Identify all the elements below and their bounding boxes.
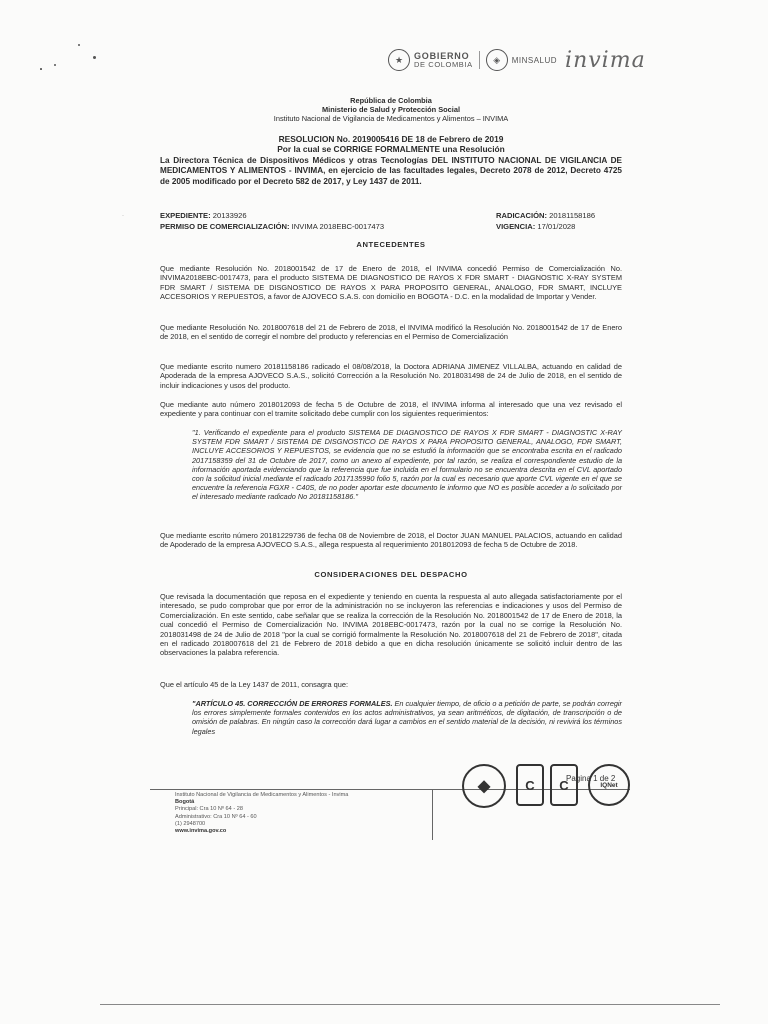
footer-address: [175, 792, 348, 835]
antecedentes-quoted-requirement: "1. Verificando el expediente para el producto SISTEMA DE DIAGNOSTICO DE RAYOS X FDR SMART - DIAGNOSTIC X-RAY SYSTEM FDR SMART / SISTEMA DE DISGNOSTICO DE RAYOS X PARA PROPOSITO GENERAL, ANALOGO, FDR SMART, INCLUYE ACCESORIOS Y REPUESTOS, se evidencia que no se estudió la información que se encontraba escrita en el radicado 2017158359 del 31 de Octubre de 2017, como un anexo al expediente, por tal razón, se realiza el correspondiente estudio de la información aportada evidenciando que la referencia que fue incluida en el formulario no se encuentra descrita en el CVL aportado con la solicitud inicial mediante el radicado 2017135990 folio 5, razón por la cual es necesario que aporte CVL vigente en el que se encuentre la referencia FGXR - C40S, de no poder aportar este documento le informo que NO es posible acceder a lo solicitado por el interesado mediante radicado No 20181158186.": [192, 428, 622, 502]
articulo-45-text: En cualquier tiempo, de oficio o a petición de parte, se podrán corregir los errores simplemente formales contenidos en los actos administrativos, ya sean aritméticos, de digitación, de transcripción o de omisión de palabras. En ningún caso la corrección dará lugar a cambios en el sentido material de la decisión, ni revivirá los términos legales: [192, 699, 622, 736]
articulo-45-heading: "ARTÍCULO 45. CORRECCIÓN DE ERRORES FORMALES.: [192, 699, 393, 708]
certification-seal-1: [516, 764, 544, 806]
header-line-republica: República de Colombia: [350, 96, 432, 105]
footer-phone: (1) 2948700: [175, 820, 206, 827]
page-indicator: Pagina 1 de 2: [566, 774, 616, 783]
permiso-label: PERMISO DE COMERCIALIZACIÓN:: [160, 222, 290, 231]
footer-admin-address: Administrativo: Cra 10 Nº 64 - 60: [175, 813, 257, 820]
scan-bottom-edge: [100, 1004, 720, 1005]
institutional-logos: [388, 44, 688, 76]
vigencia-label: VIGENCIA:: [496, 222, 536, 231]
expediente-label: EXPEDIENTE:: [160, 211, 211, 220]
coat-of-arms-icon: ◈: [486, 49, 508, 71]
antecedentes-paragraph-3: Que mediante escrito numero 20181158186 radicado el 08/08/2018, la Doctora ADRIANA JIMENEZ VILLALBA, actuando en calidad de Apoderada de la empresa AJOVECO S.A.S., solicitó Corrección a la Resolución No. 2018031498 de 24 de Julio de 2018, en el sentido de incluir indicaciones y usos del producto.: [160, 362, 622, 390]
resolution-subject: Por la cual se CORRIGE FORMALMENTE una Resolución: [277, 144, 505, 154]
permiso-value: INVIMA 2018EBC-0017473: [291, 222, 385, 231]
logo-divider: [479, 51, 480, 69]
footer-website: www.invima.gov.co: [175, 828, 227, 835]
invima-logo: invima: [565, 47, 646, 73]
section-consideraciones-title: CONSIDERACIONES DEL DESPACHO: [314, 570, 468, 579]
consideraciones-paragraph-1: Que revisada la documentación que reposa en el expediente y teniendo en cuenta la respuesta al auto allegada satisfactoriamente por el interesado, se pudo comprobar que por error de la administración no se incluyeron las referencias e indicaciones y usos del Permiso de Comercialización. En este sentido, cabe señalar que se realiza la corrección de la Resolución No. 2018001542 de 17 de Enero de 2018, la cual concedió el Permiso de Comercialización No. INVIMA 2018EBC-0017473, razón por la cual no se corrige la Resolución No. 2018031498 de 24 de Julio de 2018 "por la cual se corrigió formalmente la Resolución No. 2018007618 del 21 de Febrero de 2018", citada en el radicado 2018007618 del 21 de Febrero de 2018 debido a que en dicha resolución únicamente se solicitó incluir dentro de las observaciones la palabra referencia.: [160, 592, 622, 658]
consideraciones-paragraph-2: Que el artículo 45 de la Ley 1437 de 2011, consagra que:: [160, 680, 349, 689]
scan-speck: [78, 44, 80, 46]
vigencia-value: 17/01/2028: [537, 222, 576, 231]
scan-speck: [54, 64, 56, 66]
header-line-ministerio: Ministerio de Salud y Protección Social: [322, 105, 460, 115]
iqnet-logo: IQNet: [588, 764, 630, 806]
colombia-seal-icon: ★: [388, 49, 410, 71]
antecedentes-paragraph-5: Que mediante escrito número 20181229736 de fecha 08 de Noviembre de 2018, el Doctor JUAN MANUEL PALACIOS, actuando en calidad de Apoderado de la empresa AJOVECO S.A.S., allega respuesta al requerimiento 2018012093 de fecha 5 de Octubre de 2018.: [160, 531, 622, 550]
resolution-intro: La Directora Técnica de Dispositivos Médicos y otras Tecnologías DEL INSTITUTO NACIONAL DE VIGILANCIA DE MEDICAMENTOS Y ALIMENTOS - INVIMA, en ejercicio de las facultades legales, Decreto 2078 de 2012, Decreto 4725 de 2005 modificado por el Decreto 582 de 2017, y Ley 1437 de 2011.: [160, 156, 622, 186]
minsalud-logo: MINSALUD: [511, 55, 558, 65]
antecedentes-paragraph-2: Que mediante Resolución No. 2018007618 del 21 de Febrero de 2018, el INVIMA modificó la Resolución No. 2018001542 de 17 de Enero de 2018, en el sentido de corregir el nombre del producto y referencias en el Permiso de Comercialización: [160, 323, 622, 342]
resolution-number: RESOLUCION No. 2019005416 DE 18 de Febrero de 2019: [278, 134, 504, 144]
radicacion-value: 20181158186: [549, 211, 596, 220]
certification-c-icon: C: [550, 764, 578, 806]
footer-principal-address: Principal: Cra 10 Nº 64 - 28: [175, 806, 243, 813]
antecedentes-paragraph-1: Que mediante Resolución No. 2018001542 de 17 de Enero de 2018, el INVIMA concedió Permiso de Comercialización No. INVIMA2018EBC-0017473, para el producto SISTEMA DE DIAGNOSTICO DE RAYOS X FDR SMART - DIAGNOSTIC X-RAY SYSTEM FDR SMART / SISTEMA DE DISGNOSTICO DE RAYOS X PARA PROPOSITO GENERAL, ANALOGO, FDR SMART, INCLUYE ACCESORIOS Y REPUESTOS, a favor de AJOVECO S.A.S. con domicilio en BOGOTA - D.C. en la modalidad de Importar y Vender.: [160, 264, 622, 302]
footer-divider: [432, 790, 433, 840]
document-header: [160, 96, 622, 124]
colombia-map-seal: [462, 764, 506, 808]
colombia-map-icon: ◆: [462, 764, 506, 808]
scan-speck: [40, 68, 42, 70]
certification-seal-2: [550, 764, 578, 806]
footer-institution: Instituto Nacional de Vigilancia de Medicamentos y Alimentos - Invima: [175, 792, 349, 798]
section-antecedentes-title: ANTECEDENTES: [356, 240, 426, 249]
header-line-instituto: Instituto Nacional de Vigilancia de Medicamentos y Alimentos – INVIMA: [273, 114, 509, 124]
iqnet-seal: [588, 764, 630, 806]
gobierno-logo: GOBIERNO DE COLOMBIA: [414, 50, 473, 69]
certification-c-icon: C: [516, 764, 544, 806]
radicacion-label: RADICACIÓN:: [496, 211, 548, 220]
margin-mark: ·: [122, 213, 124, 219]
resolution-title: [160, 134, 622, 154]
antecedentes-paragraph-4: Que mediante auto número 2018012093 de fecha 5 de Octubre de 2018, el INVIMA informa al interesado que una vez revisado el expediente y para continuar con el tramite solicitado debe cumplir con los siguientes requerimientos:: [160, 400, 622, 419]
articulo-45-quote: [192, 699, 622, 736]
scan-speck: [93, 56, 96, 59]
expediente-value: 20133926: [212, 211, 247, 220]
footer-city: Bogotá: [175, 799, 195, 806]
